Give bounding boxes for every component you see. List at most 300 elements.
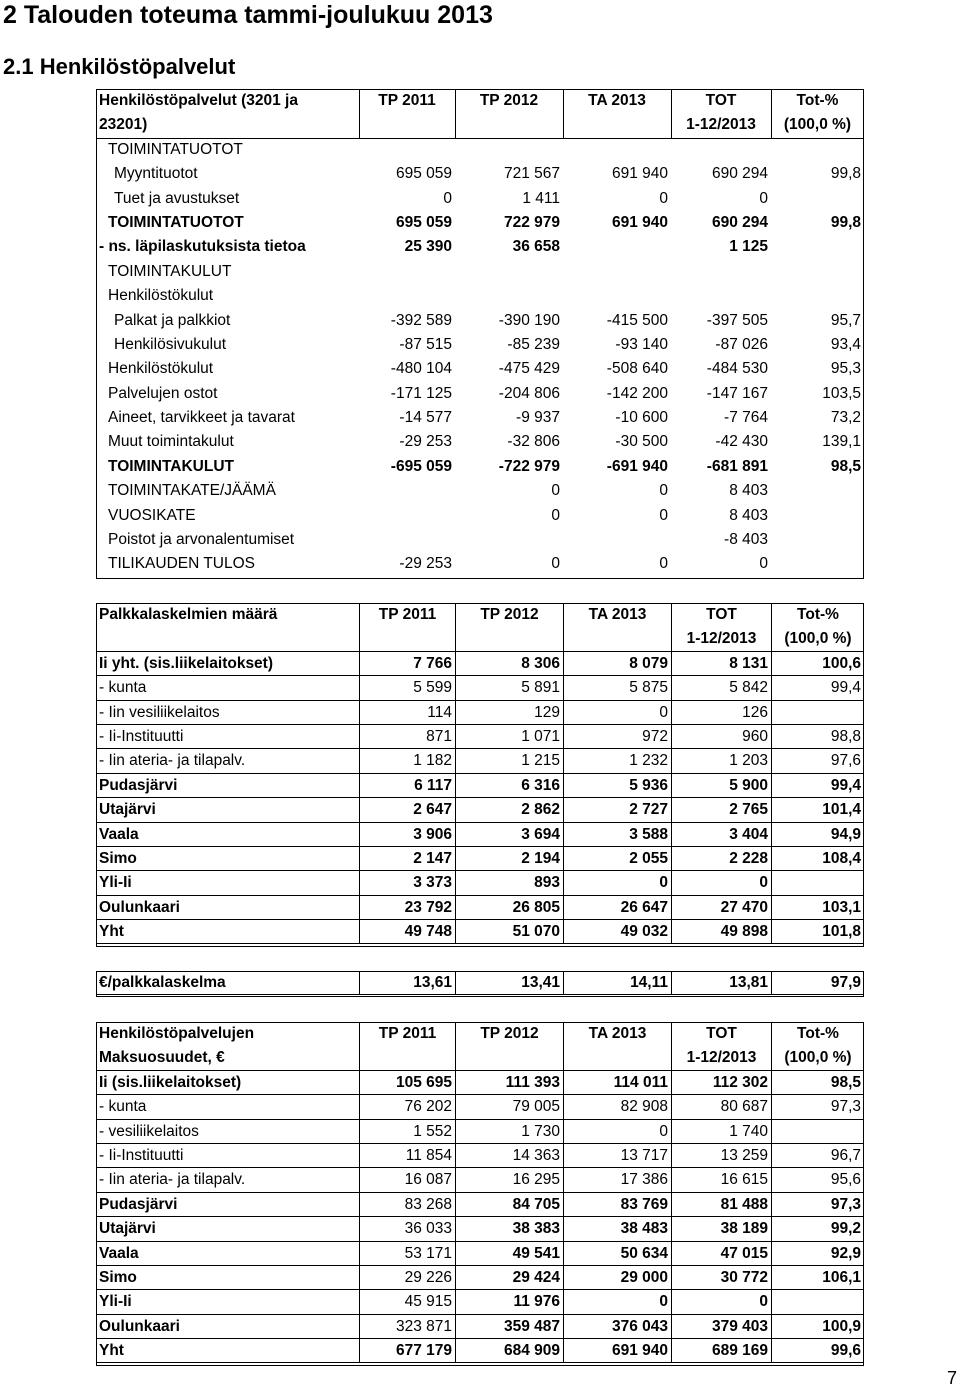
cell-tp2012	[455, 528, 563, 552]
cell-tp2012: 1 411	[522, 189, 560, 207]
cell-tp2012: 1 730	[455, 1120, 563, 1143]
cell-tot-pct: 97,3	[771, 1193, 864, 1216]
cell-tp2012: 79 005	[455, 1095, 563, 1118]
cell-tot: 690 294	[711, 165, 768, 183]
cell-tp2011: 695 059	[395, 165, 452, 183]
header-tot: 1-12/2013	[671, 1046, 771, 1069]
cell-ta2013: 0	[563, 701, 671, 724]
cell-tot-pct	[771, 1120, 864, 1143]
header-tp2012: TP 2012	[479, 92, 539, 109]
table-row	[96, 1095, 864, 1119]
header-tot: TOT	[671, 603, 771, 627]
cell-tot: 960	[671, 725, 771, 748]
cell-tp2011: -14 577	[399, 409, 452, 427]
cell-tp2012: -390 190	[498, 311, 560, 329]
cell-tp2012: 29 424	[455, 1266, 563, 1289]
row-label: Ii (sis.liikelaitokset)	[99, 1073, 242, 1091]
header-tp2012	[455, 113, 563, 137]
cell-tp2012: 0	[551, 482, 560, 500]
cell-ta2013	[563, 260, 671, 284]
cell-ta2013: 0	[659, 189, 668, 207]
table-row	[96, 652, 864, 676]
cell-tp2011: 871	[359, 725, 455, 748]
cell-tp2012: -722 979	[498, 457, 560, 475]
cell-tot: -147 167	[706, 384, 768, 402]
row-label: - Iin ateria- ja tilapalv.	[99, 1171, 246, 1189]
cell-tot: 2 228	[671, 847, 771, 870]
cell-tot: 0	[671, 1290, 771, 1313]
cell-tp2011	[359, 504, 455, 528]
cell-tot-pct	[771, 138, 864, 162]
cell-tot-pct	[771, 479, 864, 503]
cell-tot-pct: 73,2	[830, 409, 861, 427]
cell-tot: 1 740	[671, 1120, 771, 1143]
table-row	[96, 1168, 864, 1192]
header-tot: TOT	[705, 92, 737, 109]
cell-tot-pct: 98,8	[771, 725, 864, 748]
cell-tot-pct: 94,9	[771, 823, 864, 846]
cell-tot: -484 530	[706, 360, 768, 378]
table-row	[96, 504, 864, 528]
row-label: Palvelujen ostot	[108, 384, 218, 402]
table-row	[96, 235, 864, 259]
palkkalaskelmat-table	[96, 603, 864, 944]
table-row	[96, 309, 864, 333]
cell-ta2013: 0	[659, 555, 668, 573]
cell-tp2011: 13,61	[359, 971, 455, 994]
cell-tot: 13 259	[671, 1144, 771, 1167]
table-row	[96, 1144, 864, 1168]
table-header-row	[96, 603, 864, 627]
cell-tot-pct: 97,9	[771, 971, 864, 994]
row-label: Tuet ja avustukset	[114, 189, 240, 207]
cell-tot-pct	[771, 235, 864, 259]
cell-tot-pct: 139,1	[822, 433, 861, 451]
cell-tot: 47 015	[671, 1242, 771, 1265]
row-label: Vaala	[99, 825, 139, 843]
cell-tp2011	[359, 260, 455, 284]
cell-ta2013: -691 940	[606, 457, 668, 475]
header-label: Maksuosuudet, €	[99, 1049, 225, 1067]
cell-tot: -7 764	[724, 409, 768, 427]
cell-ta2013	[563, 528, 671, 552]
table-row	[96, 211, 864, 235]
cell-tot: 81 488	[671, 1193, 771, 1216]
header-tp2011: TP 2011	[359, 1022, 455, 1046]
cell-tot: 690 294	[711, 213, 768, 231]
row-label: - kunta	[99, 1098, 147, 1116]
header-ta2013	[563, 1046, 671, 1069]
cell-ta2013: 1 232	[563, 749, 671, 772]
row-label: Yli-Ii	[99, 874, 132, 892]
table-row	[96, 406, 864, 430]
cell-tp2011: 2 147	[359, 847, 455, 870]
row-label: - Iin vesiliikelaitos	[99, 703, 220, 721]
cell-ta2013: 972	[563, 725, 671, 748]
header-tp2012: TP 2012	[455, 603, 563, 627]
cell-tp2012: 721 567	[503, 165, 560, 183]
header-divider	[96, 138, 864, 139]
cell-tp2011: -29 253	[399, 433, 452, 451]
cell-ta2013	[563, 284, 671, 308]
header-label: Henkilöstöpalvelujen	[99, 1025, 255, 1042]
cell-tot: 1 125	[729, 238, 768, 256]
column-divider	[771, 89, 772, 138]
cell-tp2011	[359, 138, 455, 162]
header-tp2012: TP 2012	[455, 1022, 563, 1046]
cell-ta2013	[563, 235, 671, 259]
cell-tp2012: 11 976	[455, 1290, 563, 1313]
table-row	[96, 1217, 864, 1241]
cell-tot: 0	[759, 189, 768, 207]
cell-tp2012: 38 383	[455, 1217, 563, 1240]
header-label	[96, 627, 359, 650]
header-ta2013: TA 2013	[588, 92, 646, 109]
cell-tp2011: 7 766	[359, 652, 455, 675]
cell-tot-pct	[771, 187, 864, 211]
cell-tp2012: 3 694	[455, 823, 563, 846]
row-label: - Iin ateria- ja tilapalv.	[99, 752, 246, 770]
cell-tot-pct	[771, 260, 864, 284]
cell-tp2012: 26 805	[455, 896, 563, 919]
cell-ta2013: 0	[659, 482, 668, 500]
row-label: Yht	[99, 923, 124, 941]
cell-tp2012: 36 658	[512, 238, 560, 256]
table-row	[96, 1193, 864, 1217]
cell-tot: 3 404	[671, 823, 771, 846]
cell-tot: 2 765	[671, 798, 771, 821]
cell-tot: -87 026	[715, 335, 768, 353]
cell-tp2011: 3 373	[359, 871, 455, 894]
cell-ta2013	[563, 138, 671, 162]
cell-tp2012: 0	[551, 555, 560, 573]
table-header-row	[96, 1046, 864, 1070]
cell-tot-pct: 93,4	[830, 335, 861, 353]
table-row	[96, 479, 864, 503]
cell-tp2012: 14 363	[455, 1144, 563, 1167]
cell-tp2011: 25 390	[404, 238, 452, 256]
row-label: Muut toimintakulut	[108, 433, 234, 451]
cell-tot-pct: 103,5	[822, 384, 861, 402]
cell-ta2013: 14,11	[563, 971, 671, 994]
cell-tot-pct: 99,8	[830, 165, 861, 183]
table-row	[96, 1120, 864, 1144]
cell-tot-pct: 98,5	[771, 1071, 864, 1094]
cell-tot-pct	[771, 284, 864, 308]
cell-tp2011: -29 253	[399, 555, 452, 573]
cell-tot-pct	[771, 1290, 864, 1313]
cell-tot: 49 898	[671, 920, 771, 943]
cell-tot-pct: 95,3	[830, 360, 861, 378]
header-label: Henkilöstöpalvelut (3201 ja	[99, 92, 298, 109]
cell-tot-pct: 108,4	[771, 847, 864, 870]
cell-tp2011: 76 202	[359, 1095, 455, 1118]
cell-tot: 16 615	[671, 1168, 771, 1191]
row-label: TILIKAUDEN TULOS	[108, 555, 256, 573]
cell-tp2012: 2 194	[455, 847, 563, 870]
cell-tot-pct: 98,5	[830, 457, 861, 475]
page-number: 7	[946, 1368, 957, 1388]
table-row	[96, 1290, 864, 1314]
row-label: Poistot ja arvonalentumiset	[108, 531, 295, 549]
cell-tot-pct: 95,7	[830, 311, 861, 329]
cell-tot-pct: 99,8	[830, 213, 861, 231]
cell-tp2011: 1 552	[359, 1120, 455, 1143]
cell-ta2013: 3 588	[563, 823, 671, 846]
header-label: Palkkalaskelmien määrä	[99, 606, 278, 623]
table-row	[96, 1242, 864, 1266]
cell-tp2012: 684 909	[455, 1339, 563, 1362]
cell-ta2013: -30 500	[615, 433, 668, 451]
row-label: Palkat ja palkkiot	[114, 311, 231, 329]
cell-tp2012: 1 071	[455, 725, 563, 748]
row-label: Ii yht. (sis.liikelaitokset)	[99, 654, 274, 672]
cell-tot	[671, 284, 771, 308]
row-label: Simo	[99, 849, 137, 867]
cell-tot: 689 169	[671, 1339, 771, 1362]
cell-tp2011	[359, 479, 455, 503]
cell-tot: 13,81	[671, 971, 771, 994]
header-tot: 1-12/2013	[671, 627, 771, 650]
table-row	[96, 920, 864, 944]
table-row	[96, 162, 864, 186]
cell-tot-pct: 99,4	[771, 676, 864, 699]
header-tp2011: TP 2011	[378, 92, 436, 109]
row-label: - Ii-Instituutti	[99, 1146, 184, 1164]
cell-tp2011: 677 179	[359, 1339, 455, 1362]
cell-tot-pct	[771, 504, 864, 528]
header-tot: 1-12/2013	[686, 116, 756, 134]
cell-ta2013: 8 079	[563, 652, 671, 675]
table-row	[96, 333, 864, 357]
table-row	[96, 187, 864, 211]
cell-tot: 112 302	[671, 1071, 771, 1094]
row-label: Henkilösivukulut	[114, 335, 226, 353]
cell-tp2012	[455, 260, 563, 284]
cell-ta2013: 691 940	[563, 1339, 671, 1362]
row-label: Simo	[99, 1268, 137, 1286]
cell-ta2013: 0	[659, 506, 668, 524]
table-row	[96, 701, 864, 725]
cell-ta2013: 82 908	[563, 1095, 671, 1118]
cell-tp2011: 1 182	[359, 749, 455, 772]
table-header-row	[96, 89, 864, 113]
cell-tot-pct	[771, 528, 864, 552]
cell-ta2013: 5 936	[563, 774, 671, 797]
header-ta2013	[563, 627, 671, 650]
cell-tp2012: 2 862	[455, 798, 563, 821]
section-heading: 2.1 Henkilöstöpalvelut	[3, 54, 236, 79]
row-label: VUOSIKATE	[108, 506, 196, 524]
cell-ta2013: 49 032	[563, 920, 671, 943]
header-tot-pct: (100,0 %)	[771, 627, 864, 650]
table-row	[96, 1315, 864, 1339]
header-tp2011	[359, 627, 455, 650]
cell-tp2012: 111 393	[455, 1071, 563, 1094]
cell-ta2013: -508 640	[606, 360, 668, 378]
cell-tp2012: 129	[455, 701, 563, 724]
table-row	[96, 284, 864, 308]
cell-tot: -681 891	[706, 457, 768, 475]
cell-ta2013: -10 600	[615, 409, 668, 427]
row-label: TOIMINTAKULUT	[108, 457, 234, 475]
cell-tot: 5 842	[671, 676, 771, 699]
cell-tot: 0	[759, 555, 768, 573]
cell-tot: 38 189	[671, 1217, 771, 1240]
cell-tp2012: 84 705	[455, 1193, 563, 1216]
table-row	[96, 774, 864, 798]
cell-tp2011: -480 104	[390, 360, 452, 378]
header-tot-pct: Tot-%	[796, 92, 839, 109]
cell-tp2012: 722 979	[503, 213, 560, 231]
cell-tot: 1 203	[671, 749, 771, 772]
cell-tp2012: 13,41	[455, 971, 563, 994]
henkilostopalvelut-table	[96, 89, 864, 577]
cell-tp2011	[359, 284, 455, 308]
cell-tp2012: -204 806	[498, 384, 560, 402]
cell-tp2011: -392 589	[390, 311, 452, 329]
cell-tp2011: 53 171	[359, 1242, 455, 1265]
cell-tp2011: 695 059	[395, 213, 452, 231]
cell-tot: 0	[671, 871, 771, 894]
cell-tp2011: 6 117	[359, 774, 455, 797]
cell-tot: -8 403	[724, 531, 768, 549]
table-row	[96, 138, 864, 162]
cell-tp2012: -32 806	[507, 433, 560, 451]
column-divider	[563, 89, 564, 138]
cell-ta2013: 0	[563, 1290, 671, 1313]
cell-ta2013: 2 727	[563, 798, 671, 821]
row-label: TOIMINTATUOTOT	[108, 140, 243, 158]
table-row	[96, 260, 864, 284]
maksuosuudet-table	[96, 1022, 864, 1363]
table-row	[96, 676, 864, 700]
cell-ta2013: 5 875	[563, 676, 671, 699]
cell-tp2011: 11 854	[359, 1144, 455, 1167]
row-label: Yht	[99, 1342, 124, 1360]
row-label: TOIMINTATUOTOT	[108, 213, 244, 231]
table-row	[96, 823, 864, 847]
cell-tp2012: 8 306	[455, 652, 563, 675]
header-tot-pct: (100,0 %)	[771, 1046, 864, 1069]
cell-ta2013: -93 140	[615, 335, 668, 353]
cell-tot-pct: 92,9	[771, 1242, 864, 1265]
cell-ta2013: 0	[563, 1120, 671, 1143]
row-label: Myyntituotot	[114, 165, 198, 183]
row-label: Pudasjärvi	[99, 776, 178, 794]
cell-tp2011: 323 871	[359, 1315, 455, 1338]
table-row	[96, 798, 864, 822]
cell-tp2011: 83 268	[359, 1193, 455, 1216]
cell-tp2012: 5 891	[455, 676, 563, 699]
cell-tot-pct: 96,7	[771, 1144, 864, 1167]
page-heading: 2 Talouden toteuma tammi-joulukuu 2013	[3, 1, 493, 29]
table-row	[96, 1339, 864, 1363]
cell-tp2011: 45 915	[359, 1290, 455, 1313]
cell-tot-pct: 106,1	[771, 1266, 864, 1289]
row-label: - ns. läpilaskutuksista tietoa	[99, 238, 306, 256]
header-tot: TOT	[671, 1022, 771, 1046]
cell-tp2012: 51 070	[455, 920, 563, 943]
cell-tp2011: 5 599	[359, 676, 455, 699]
cell-tp2011: 23 792	[359, 896, 455, 919]
header-ta2013: TA 2013	[563, 1022, 671, 1046]
cell-tot: -42 430	[715, 433, 768, 451]
table-row	[96, 552, 864, 576]
cell-ta2013: 50 634	[563, 1242, 671, 1265]
header-label: 23201)	[99, 116, 148, 134]
cell-tp2011: 49 748	[359, 920, 455, 943]
row-label: Pudasjärvi	[99, 1195, 178, 1213]
cell-tp2011: 114	[359, 701, 455, 724]
cell-ta2013: 83 769	[563, 1193, 671, 1216]
header-tot-pct: Tot-%	[771, 603, 864, 627]
row-label: Henkilöstökulut	[108, 360, 214, 378]
cell-ta2013: 29 000	[563, 1266, 671, 1289]
cell-tot-pct: 100,6	[771, 652, 864, 675]
cell-tot-pct	[771, 552, 864, 576]
cell-tot-pct: 100,9	[771, 1315, 864, 1338]
cell-tp2011: 2 647	[359, 798, 455, 821]
cell-tot-pct: 99,6	[771, 1339, 864, 1362]
cell-ta2013: 17 386	[563, 1168, 671, 1191]
cell-ta2013: 376 043	[563, 1315, 671, 1338]
cell-tp2011: -695 059	[390, 457, 452, 475]
header-tp2011	[359, 1046, 455, 1069]
cell-tot-pct: 95,6	[771, 1168, 864, 1191]
cell-tp2011: 29 226	[359, 1266, 455, 1289]
cell-tot: 5 900	[671, 774, 771, 797]
cell-ta2013: 691 940	[611, 165, 668, 183]
cell-tp2012: 6 316	[455, 774, 563, 797]
cell-tp2012: 0	[551, 506, 560, 524]
cell-tp2011	[359, 528, 455, 552]
row-label: Utajärvi	[99, 801, 156, 819]
table-row	[96, 725, 864, 749]
cell-tp2012	[455, 284, 563, 308]
column-divider	[455, 89, 456, 138]
header-tot-pct: (100,0 %)	[783, 116, 852, 134]
row-label: Henkilöstökulut	[108, 287, 214, 305]
cell-tp2012: 893	[455, 871, 563, 894]
header-tp2011: TP 2011	[359, 603, 455, 627]
row-label: Vaala	[99, 1244, 139, 1262]
cell-tot-pct: 101,4	[771, 798, 864, 821]
cell-ta2013: -415 500	[606, 311, 668, 329]
table-row	[96, 455, 864, 479]
table-row	[96, 847, 864, 871]
cell-tot-pct: 97,6	[771, 749, 864, 772]
column-divider	[671, 89, 672, 138]
row-label: - vesiliikelaitos	[99, 1122, 199, 1140]
cell-tot: -397 505	[706, 311, 768, 329]
table-header-row	[96, 627, 864, 651]
cell-tot: 80 687	[671, 1095, 771, 1118]
table-header-row	[96, 113, 864, 137]
cell-ta2013: 26 647	[563, 896, 671, 919]
cell-tp2011: -87 515	[399, 335, 452, 353]
cell-tp2012: 49 541	[455, 1242, 563, 1265]
cell-tot: 30 772	[671, 1266, 771, 1289]
cell-tot	[671, 260, 771, 284]
row-label: Yli-Ii	[99, 1293, 132, 1311]
table-row	[96, 749, 864, 773]
table-header-row	[96, 1022, 864, 1046]
cell-tp2011: 16 087	[359, 1168, 455, 1191]
cell-tot-pct: 103,1	[771, 896, 864, 919]
cell-tot-pct	[771, 871, 864, 894]
row-label: - Ii-Instituutti	[99, 727, 184, 745]
